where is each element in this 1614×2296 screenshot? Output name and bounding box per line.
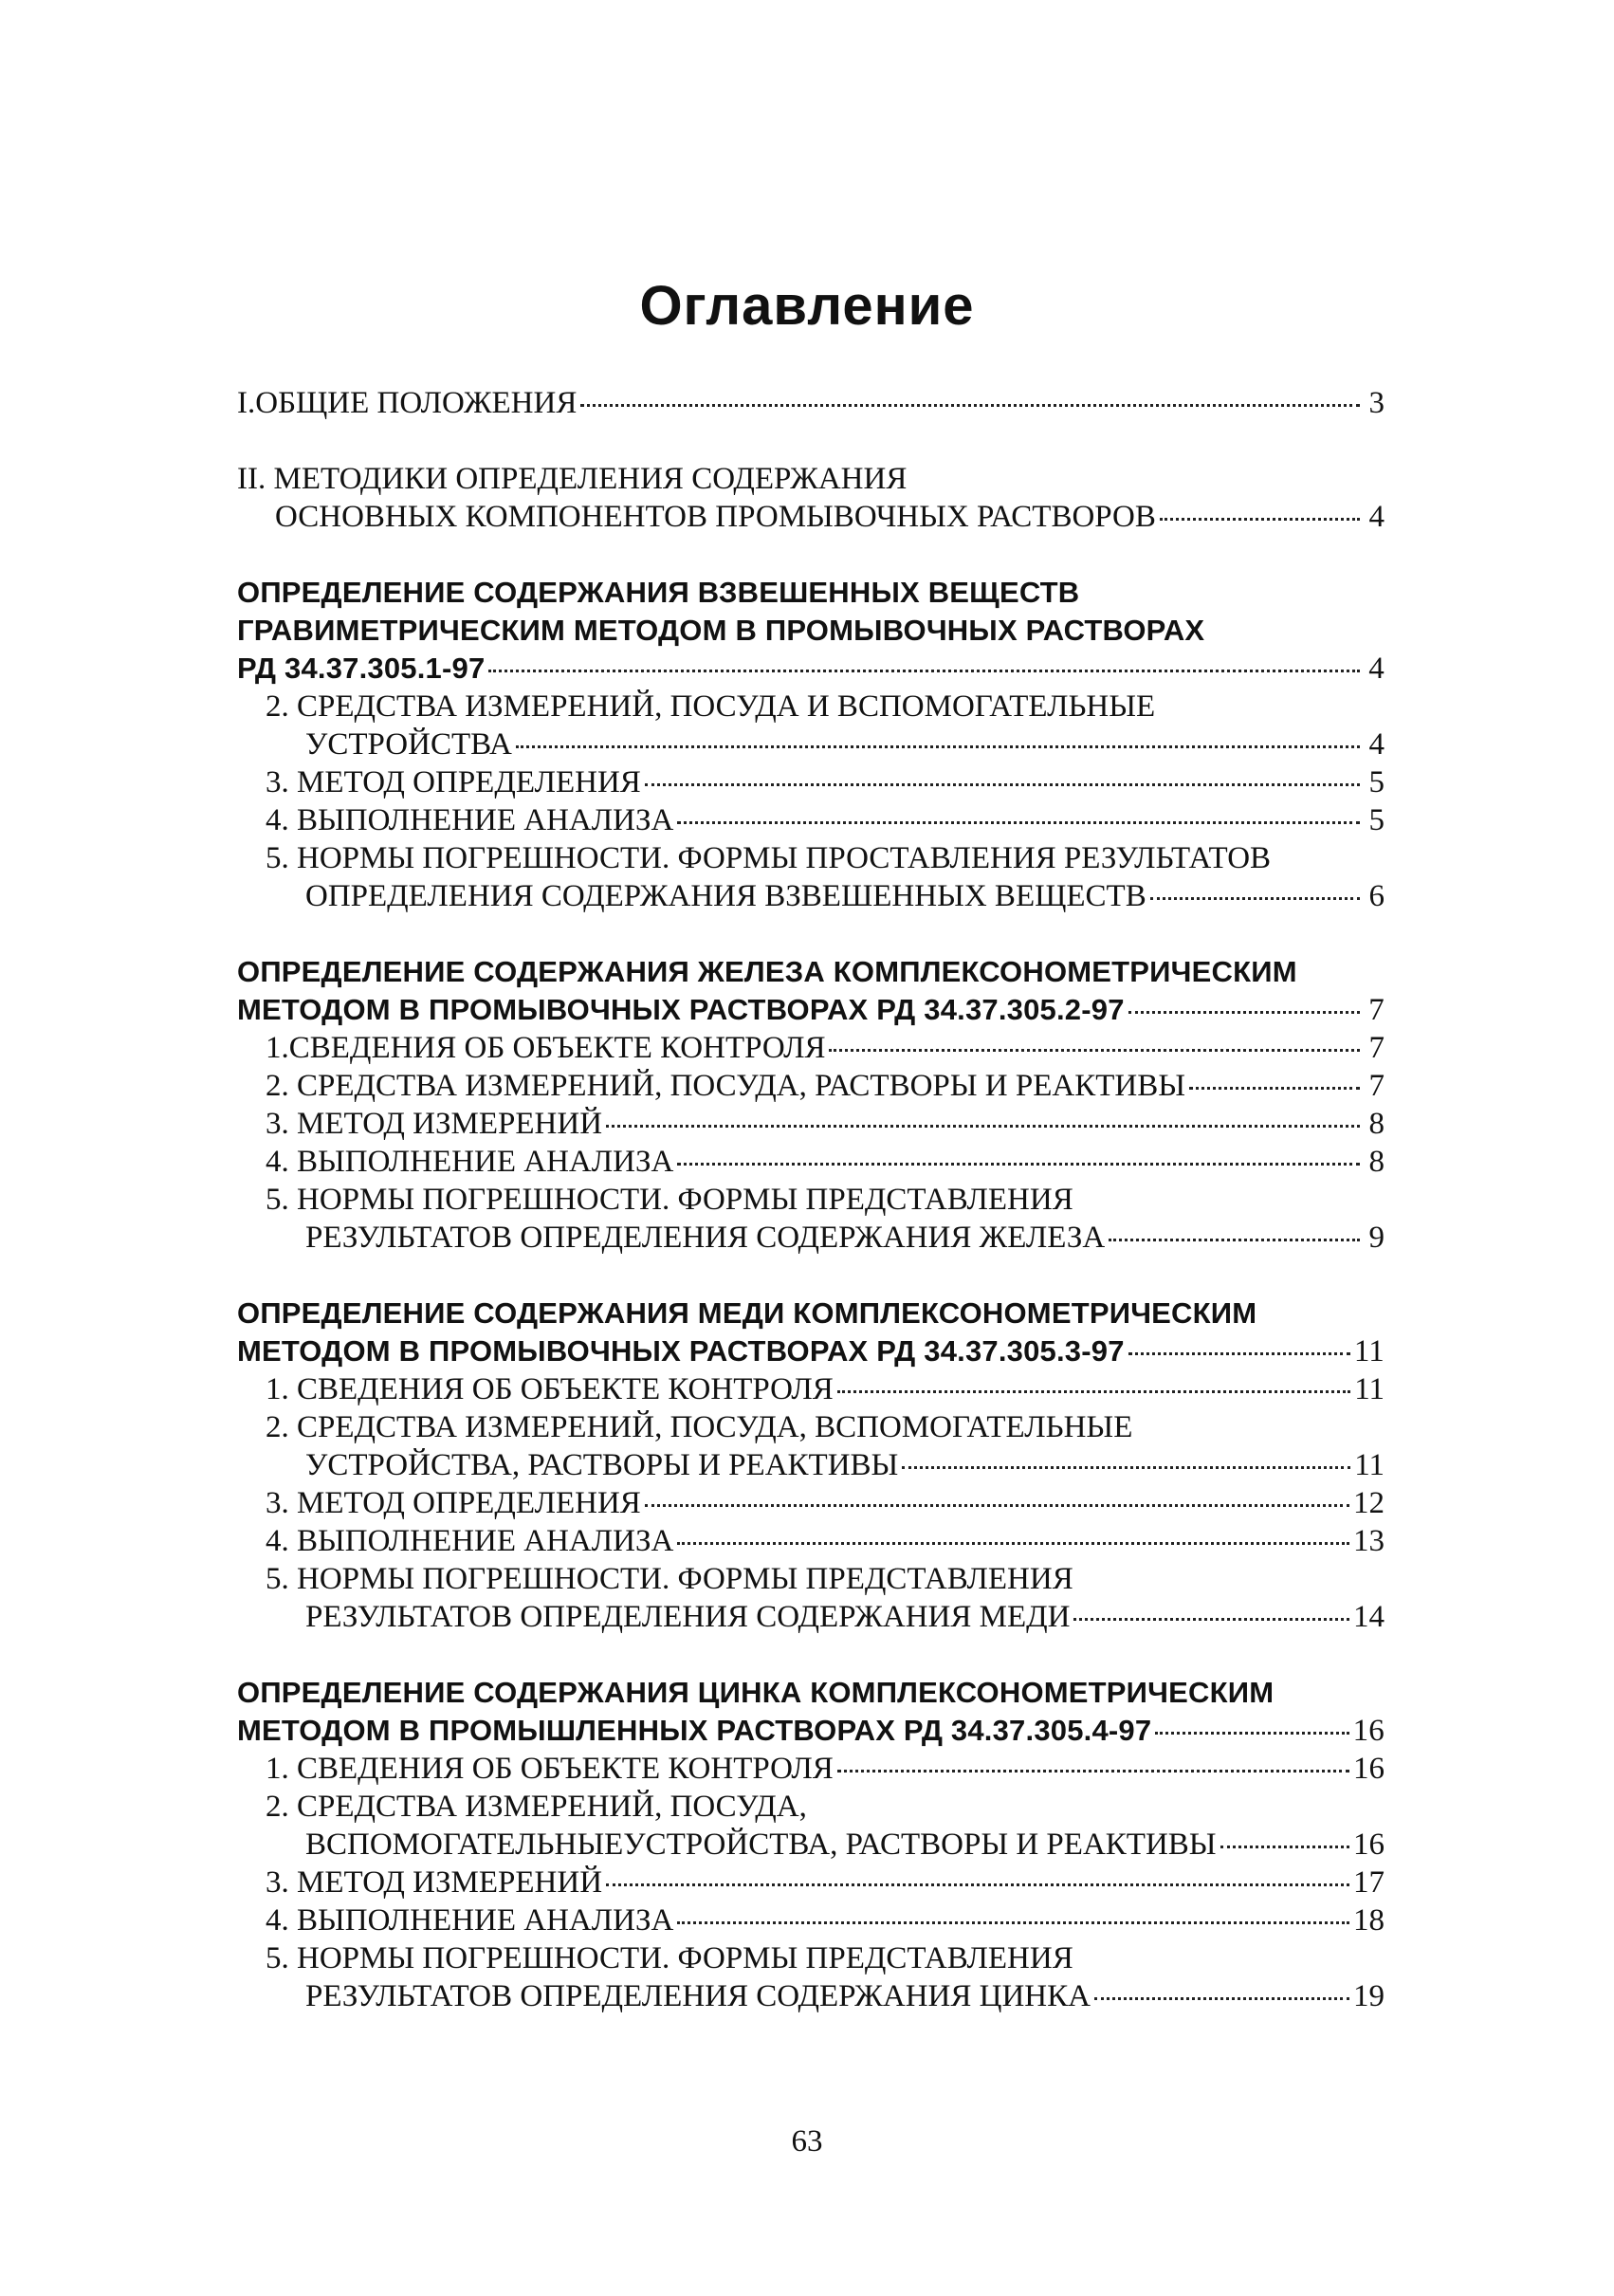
dot-leader <box>645 1504 1349 1507</box>
table-of-contents <box>237 384 1385 2015</box>
toc-section-copper <box>237 1295 1385 1636</box>
toc-entry[interactable] <box>237 1446 1385 1484</box>
toc-entry-page: 5 <box>1368 803 1385 837</box>
dot-leader <box>837 1390 1351 1393</box>
toc-heading-text: ОПРЕДЕЛЕНИЕ СОДЕРЖАНИЯ МЕДИ КОМПЛЕКСОНОМЕТРИЧЕСКИМ <box>237 1296 1257 1330</box>
toc-heading-text: ГРАВИМЕТРИЧЕСКИМ МЕТОДОМ В ПРОМЫВОЧНЫХ РАСТВОРАХ <box>237 614 1205 647</box>
dot-leader <box>1073 1618 1349 1621</box>
page-title: Оглавление <box>639 275 975 337</box>
toc-heading-text: ОПРЕДЕЛЕНИЕ СОДЕРЖАНИЯ ЦИНКА КОМПЛЕКСОНОМЕТРИЧЕСКИМ <box>237 1676 1275 1709</box>
toc-entry-page: 3 <box>1368 386 1385 420</box>
toc-entry-text: 3. МЕТОД ИЗМЕРЕНИЙ <box>266 1107 603 1141</box>
toc-entry-text: 2. СРЕДСТВА ИЗМЕРЕНИЙ, ПОСУДА, <box>266 1790 807 1824</box>
dot-leader <box>516 745 1360 748</box>
toc-entry-text: 4. ВЫПОЛНЕНИЕ АНАЛИЗА <box>266 1524 674 1558</box>
toc-heading-text: МЕТОДОМ В ПРОМЫВОЧНЫХ РАСТВОРАХ РД 34.37.305.2-97 <box>237 993 1125 1026</box>
dot-leader <box>1155 1732 1348 1735</box>
toc-entry[interactable] <box>237 877 1385 915</box>
toc-entry-text: 1. СВЕДЕНИЯ ОБ ОБЪЕКТЕ КОНТРОЛЯ <box>266 1372 834 1406</box>
toc-entry[interactable] <box>237 726 1385 763</box>
toc-heading-text: ОПРЕДЕЛЕНИЕ СОДЕРЖАНИЯ ВЗВЕШЕННЫХ ВЕЩЕСТВ <box>237 576 1080 609</box>
dot-leader <box>677 1163 1360 1166</box>
dot-leader <box>1220 1846 1349 1848</box>
toc-entry-text: 5. НОРМЫ ПОГРЕШНОСТИ. ФОРМЫ ПРОСТАВЛЕНИЯ РЕЗУЛЬТАТОВ <box>266 841 1272 875</box>
toc-entry-page: 17 <box>1353 1865 1385 1900</box>
toc-entry-page: 18 <box>1353 1903 1385 1938</box>
toc-entry-page: 6 <box>1368 879 1385 913</box>
toc-entry-page: 11 <box>1354 1448 1385 1482</box>
toc-heading <box>237 1295 1385 1332</box>
toc-entry[interactable] <box>237 1105 1385 1143</box>
toc-entry-page: 11 <box>1353 1334 1385 1368</box>
toc-entry-text: II. МЕТОДИКИ ОПРЕДЕЛЕНИЯ СОДЕРЖАНИЯ <box>237 462 908 496</box>
toc-entry[interactable] <box>237 1522 1385 1560</box>
toc-entry[interactable] <box>237 1029 1385 1067</box>
toc-entry-text: 5. НОРМЫ ПОГРЕШНОСТИ. ФОРМЫ ПРЕДСТАВЛЕНИЯ <box>266 1183 1073 1217</box>
toc-entry[interactable] <box>237 1408 1385 1446</box>
toc-entry[interactable] <box>237 1901 1385 1939</box>
toc-entry-text: 1.СВЕДЕНИЯ ОБ ОБЪЕКТЕ КОНТРОЛЯ <box>266 1031 826 1065</box>
toc-entry-text: ВСПОМОГАТЕЛЬНЫЕУСТРОЙСТВА, РАСТВОРЫ И РЕАКТИВЫ <box>305 1828 1217 1862</box>
toc-heading-text: МЕТОДОМ В ПРОМЫШЛЕННЫХ РАСТВОРАХ РД 34.37.305.4-97 <box>237 1714 1152 1747</box>
toc-entry[interactable] <box>237 498 1385 536</box>
toc-heading-text: ОПРЕДЕЛЕНИЕ СОДЕРЖАНИЯ ЖЕЛЕЗА КОМПЛЕКСОНОМЕТРИЧЕСКИМ <box>237 955 1297 988</box>
toc-entry-text: 1. СВЕДЕНИЯ ОБ ОБЪЕКТЕ КОНТРОЛЯ <box>266 1752 834 1786</box>
toc-entry-page: 4 <box>1368 500 1385 534</box>
dot-leader <box>677 1542 1349 1545</box>
dot-leader <box>1150 897 1360 900</box>
toc-entry[interactable] <box>237 1826 1385 1864</box>
toc-entry-page: 13 <box>1353 1524 1385 1558</box>
toc-entry[interactable] <box>237 1143 1385 1181</box>
toc-entry-text: УСТРОЙСТВА, РАСТВОРЫ И РЕАКТИВЫ <box>305 1448 899 1482</box>
toc-entry-text: 3. МЕТОД ОПРЕДЕЛЕНИЯ <box>266 1486 641 1520</box>
dot-leader <box>1094 1997 1349 2000</box>
toc-entry-text: 2. СРЕДСТВА ИЗМЕРЕНИЙ, ПОСУДА, ВСПОМОГАТЕЛЬНЫЕ <box>266 1410 1133 1444</box>
toc-heading <box>237 1674 1385 1712</box>
dot-leader <box>1189 1087 1360 1090</box>
toc-entry[interactable] <box>237 688 1385 726</box>
toc-section-iron <box>237 953 1385 1257</box>
toc-entry-text: 2. СРЕДСТВА ИЗМЕРЕНИЙ, ПОСУДА, РАСТВОРЫ И РЕАКТИВЫ <box>266 1069 1186 1103</box>
toc-heading-text: МЕТОДОМ В ПРОМЫВОЧНЫХ РАСТВОРАХ РД 34.37.305.3-97 <box>237 1334 1125 1368</box>
toc-heading[interactable] <box>237 650 1385 688</box>
dot-leader <box>606 1125 1360 1128</box>
toc-entry-text: 4. ВЫПОЛНЕНИЕ АНАЛИЗА <box>266 1903 674 1938</box>
toc-entry[interactable] <box>237 1864 1385 1901</box>
toc-entry-page: 19 <box>1353 1979 1385 2013</box>
toc-entry-text: I.ОБЩИЕ ПОЛОЖЕНИЯ <box>237 386 578 420</box>
toc-entry-text: 3. МЕТОД ИЗМЕРЕНИЙ <box>266 1865 603 1900</box>
dot-leader <box>677 821 1360 824</box>
toc-entry[interactable] <box>237 1484 1385 1522</box>
toc-entry-text: ОПРЕДЕЛЕНИЯ СОДЕРЖАНИЯ ВЗВЕШЕННЫХ ВЕЩЕСТВ <box>305 879 1146 913</box>
toc-section-zinc <box>237 1674 1385 2015</box>
dot-leader <box>606 1883 1349 1886</box>
toc-entry-page: 16 <box>1353 1752 1385 1786</box>
toc-entry-page: 5 <box>1368 765 1385 799</box>
toc-entry-page: 9 <box>1368 1221 1385 1255</box>
toc-heading <box>237 953 1385 991</box>
toc-heading[interactable] <box>237 1712 1385 1750</box>
toc-entry-page: 4 <box>1368 652 1385 686</box>
toc-entry-text: 3. МЕТОД ОПРЕДЕЛЕНИЯ <box>266 765 641 799</box>
toc-entry-text: УСТРОЙСТВА <box>305 727 512 762</box>
toc-entry[interactable] <box>237 801 1385 839</box>
toc-section-suspended-solids <box>237 574 1385 915</box>
toc-heading[interactable] <box>237 991 1385 1029</box>
toc-entry-page: 8 <box>1368 1145 1385 1179</box>
toc-entry-page: 7 <box>1368 1031 1385 1065</box>
toc-section-general <box>237 384 1385 422</box>
toc-entry[interactable] <box>237 839 1385 877</box>
toc-entry[interactable] <box>237 460 1385 498</box>
dot-leader <box>902 1466 1350 1469</box>
dot-leader <box>1128 1011 1360 1014</box>
dot-leader <box>1109 1239 1360 1241</box>
toc-entry-text: РЕЗУЛЬТАТОВ ОПРЕДЕЛЕНИЯ СОДЕРЖАНИЯ МЕДИ <box>305 1600 1071 1634</box>
toc-heading <box>237 574 1385 612</box>
toc-entry[interactable] <box>237 1560 1385 1598</box>
toc-entry[interactable] <box>237 384 1385 422</box>
toc-entry[interactable] <box>237 763 1385 801</box>
toc-entry-page: 16 <box>1353 1828 1385 1862</box>
toc-entry[interactable] <box>237 1219 1385 1257</box>
toc-entry[interactable] <box>237 1788 1385 1826</box>
toc-entry-text: 4. ВЫПОЛНЕНИЕ АНАЛИЗА <box>266 803 674 837</box>
dot-leader <box>829 1049 1360 1052</box>
toc-entry-page: 4 <box>1368 727 1385 762</box>
toc-entry-page: 7 <box>1368 993 1385 1027</box>
toc-entry-page: 11 <box>1354 1372 1385 1406</box>
toc-entry-text: 2. СРЕДСТВА ИЗМЕРЕНИЙ, ПОСУДА И ВСПОМОГАТЕЛЬНЫЕ <box>266 689 1156 724</box>
dot-leader <box>645 783 1360 786</box>
toc-section-methods <box>237 460 1385 536</box>
toc-entry[interactable] <box>237 1067 1385 1105</box>
dot-leader <box>677 1921 1349 1924</box>
toc-entry[interactable] <box>237 1181 1385 1219</box>
toc-entry-text: РЕЗУЛЬТАТОВ ОПРЕДЕЛЕНИЯ СОДЕРЖАНИЯ ЖЕЛЕЗА <box>305 1221 1106 1255</box>
dot-leader <box>488 670 1360 672</box>
dot-leader <box>1160 518 1360 521</box>
toc-entry-page: 14 <box>1353 1600 1385 1634</box>
toc-entry-page: 7 <box>1368 1069 1385 1103</box>
toc-entry[interactable] <box>237 1977 1385 2015</box>
toc-entry[interactable] <box>237 1370 1385 1408</box>
toc-heading <box>237 612 1385 650</box>
dot-leader <box>1128 1352 1350 1355</box>
toc-entry[interactable] <box>237 1939 1385 1977</box>
toc-entry-page: 12 <box>1353 1486 1385 1520</box>
dot-leader <box>837 1770 1349 1773</box>
toc-entry-text: 4. ВЫПОЛНЕНИЕ АНАЛИЗА <box>266 1145 674 1179</box>
page-number: 63 <box>791 2124 823 2158</box>
toc-entry-text: РЕЗУЛЬТАТОВ ОПРЕДЕЛЕНИЯ СОДЕРЖАНИЯ ЦИНКА <box>305 1979 1091 2013</box>
toc-entry-page: 16 <box>1352 1714 1385 1748</box>
toc-entry-text: ОСНОВНЫХ КОМПОНЕНТОВ ПРОМЫВОЧНЫХ РАСТВОРОВ <box>275 500 1156 534</box>
toc-entry-page: 8 <box>1368 1107 1385 1141</box>
toc-entry-text: 5. НОРМЫ ПОГРЕШНОСТИ. ФОРМЫ ПРЕДСТАВЛЕНИЯ <box>266 1941 1073 1975</box>
dot-leader <box>580 404 1360 407</box>
toc-heading-text: РД 34.37.305.1-97 <box>237 652 486 685</box>
toc-entry[interactable] <box>237 1598 1385 1636</box>
toc-heading[interactable] <box>237 1332 1385 1370</box>
toc-entry-text: 5. НОРМЫ ПОГРЕШНОСТИ. ФОРМЫ ПРЕДСТАВЛЕНИЯ <box>266 1562 1073 1596</box>
toc-entry[interactable] <box>237 1750 1385 1788</box>
